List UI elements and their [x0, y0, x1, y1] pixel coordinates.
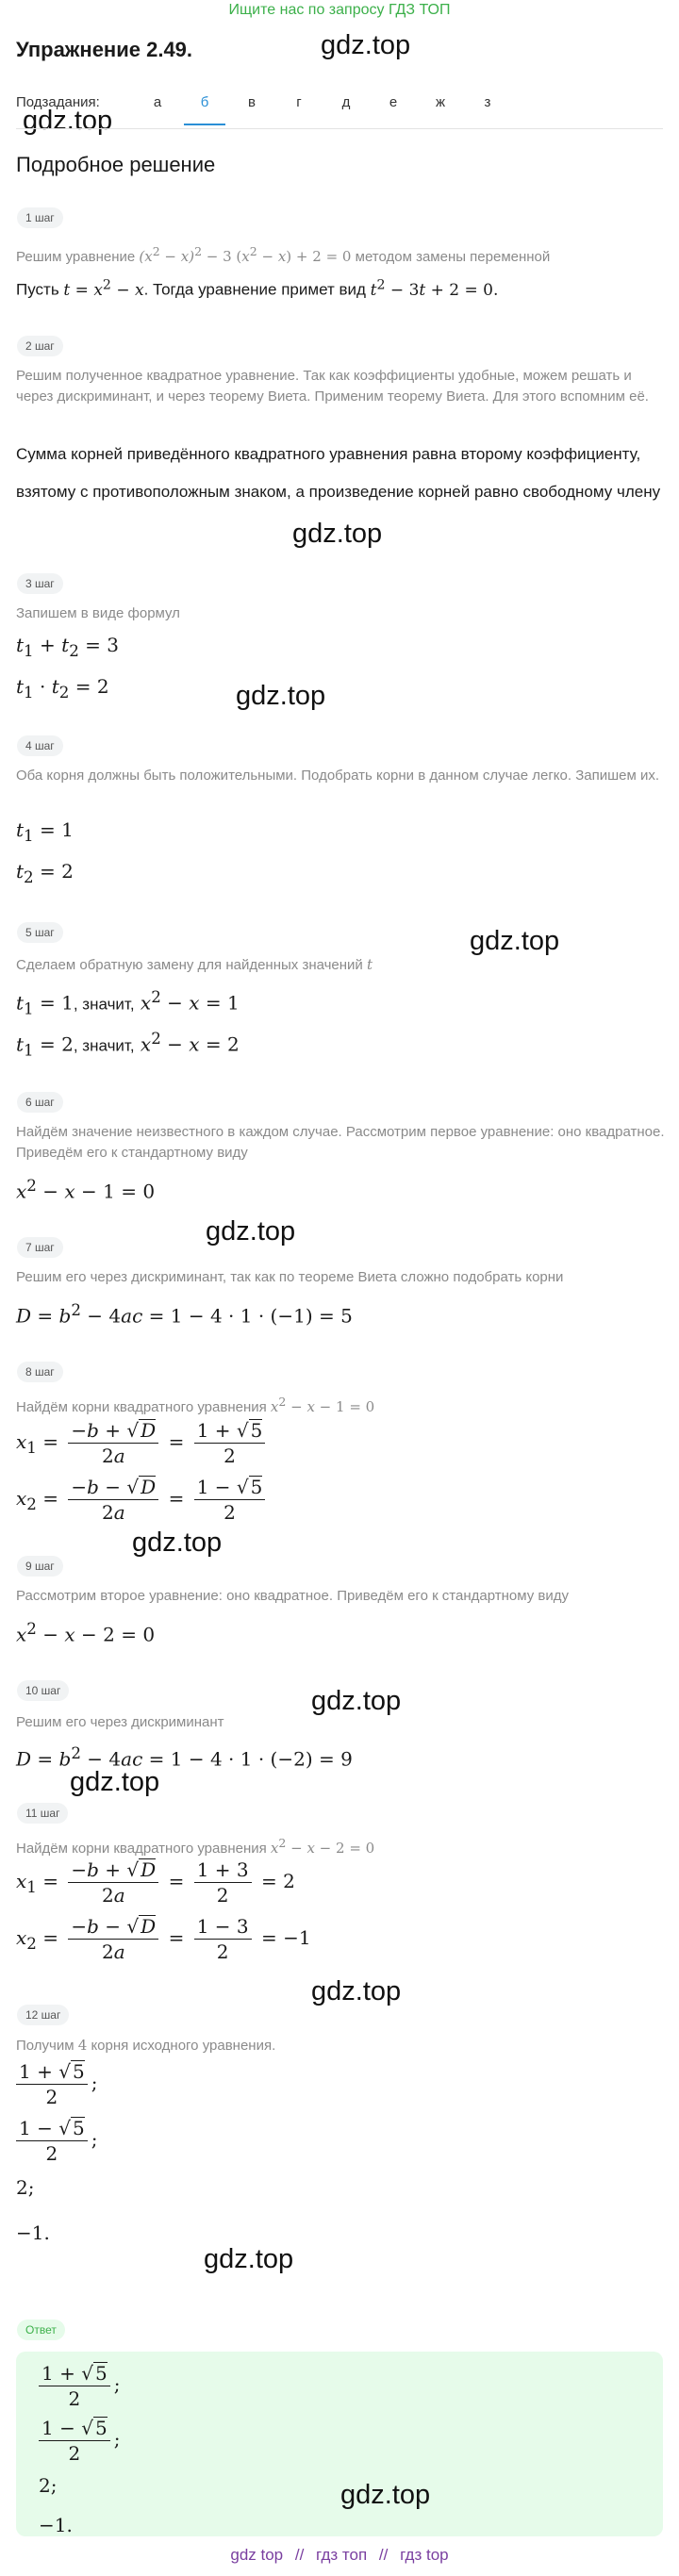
section-title: Подробное решение [16, 153, 216, 176]
root-value: 2; [16, 2176, 35, 2199]
formula: $t_1 = 1$ [16, 818, 74, 845]
footer-link[interactable]: gdz top [230, 2546, 284, 2564]
watermark: gdz.top [206, 1216, 296, 1247]
root-value: $\frac{1 + √ 5}{2}$ ; [16, 2059, 97, 2109]
step-text: Пусть $t = x^2 - x$. Тогда уравнение примет вид $t^2 - 3t + 2 = 0$. [16, 277, 499, 300]
formula: $t_1 \cdot t_2 = 2$ [16, 675, 109, 702]
tab-subtask-v[interactable]: в [248, 94, 256, 110]
step-text: Решим полученное квадратное уравнение. Так как коэффициенты удобные, можем решать и через дискриминант, и через теорему Виета. Применим теорему Виета. Для этого вспомним её. [16, 368, 649, 405]
answer-root: $\frac{1 + √ 5}{2}$ ; [39, 2361, 120, 2411]
step-badge: 12 шаг [17, 2005, 69, 2025]
formula: $x_2$ = $\frac{-b - √ D}{2a}$ = $\frac{1 - √ 5}{2}$ [16, 1475, 269, 1525]
watermark: gdz.top [321, 30, 411, 60]
footer-links [0, 2546, 679, 2565]
page-title: Упражнение 2.49. [16, 38, 193, 61]
footer-link[interactable]: гдз top [400, 2546, 449, 2564]
watermark: gdz.top [70, 1767, 160, 1797]
step-text: Запишем в виде формул [16, 605, 180, 621]
formula: $t_1 = 2$, значит, $x^2 - x = 2$ [16, 1030, 240, 1060]
step-badge: 7 шаг [17, 1237, 63, 1258]
subtasks-label: Подзадания: [16, 94, 100, 110]
footer-link[interactable]: гдз топ [316, 2546, 368, 2564]
watermark: gdz.top [340, 2480, 431, 2510]
formula: $t_2 = 2$ [16, 860, 74, 886]
answer-badge: Ответ [17, 2320, 65, 2340]
step-badge: 1 шаг [17, 207, 63, 228]
formula: $x^2 - x - 2 = 0$ [16, 1620, 156, 1646]
watermark: gdz.top [292, 519, 383, 549]
answer-box [16, 2352, 663, 2536]
formula: $D = b^2 - 4ac = 1 - 4 \cdot 1 \cdot (-1) = 5$ [16, 1301, 353, 1328]
formula: $x_1$ = $\frac{-b + √ D}{2a}$ = $\frac{1 + √ 5}{2}$ [16, 1418, 269, 1468]
step-badge: 9 шаг [17, 1556, 63, 1577]
tab-subtask-b[interactable]: б [195, 94, 214, 110]
root-value: $\frac{1 - √ 5}{2}$ ; [16, 2116, 97, 2166]
step-badge: 11 шаг [17, 1803, 68, 1824]
step-text: Решим уравнение $(x^2 - x)^2 - 3$ $(x^2 - x) + 2 = 0$ методом замены переменной [16, 244, 551, 265]
step-badge: 10 шаг [17, 1680, 69, 1701]
answer-root: −1. [39, 2514, 73, 2536]
promo-banner[interactable]: Ищите нас по запросу ГДЗ ТОП [228, 2, 451, 18]
watermark: gdz.top [311, 1976, 402, 2006]
step-badge: 4 шаг [17, 735, 63, 756]
watermark: gdz.top [470, 926, 560, 956]
root-value: −1. [16, 2221, 50, 2244]
step-badge: 8 шаг [17, 1362, 63, 1382]
watermark: gdz.top [132, 1527, 223, 1558]
footer-separator: // [294, 2546, 305, 2564]
step-badge: 3 шаг [17, 573, 63, 594]
step-text: Найдём корни квадратного уравнения $x^2 - x - 1 = 0$ [16, 1395, 375, 1415]
tab-subtask-d[interactable]: д [341, 94, 351, 110]
footer-separator: // [378, 2546, 389, 2564]
watermark: gdz.top [204, 2244, 294, 2274]
tab-subtask-e[interactable]: е [389, 94, 398, 110]
tab-subtask-g[interactable]: г [296, 94, 302, 110]
subtask-tabs [16, 91, 663, 129]
answer-root: 2; [39, 2474, 58, 2497]
watermark: gdz.top [23, 106, 113, 136]
theorem-text: Сумма корней приведённого квадратного уравнения равна второму коэффициенту, взятому с противоположным знаком, а произведение корней равно свободному члену [16, 445, 661, 501]
tab-subtask-a[interactable]: а [153, 94, 162, 110]
step-text: Получим 4 корня исходного уравнения. [16, 2037, 276, 2054]
watermark: gdz.top [236, 681, 326, 711]
step-badge: 6 шаг [17, 1092, 63, 1113]
watermark: gdz.top [311, 1686, 402, 1716]
step-text: Найдём значение неизвестного в каждом случае. Рассмотрим первое уравнение: оно квадратное. Приведём его к стандартному виду [16, 1124, 665, 1161]
step-text: Решим его через дискриминант, так как по теореме Виета сложно подобрать корни [16, 1269, 564, 1285]
tab-subtask-z[interactable]: з [484, 94, 491, 110]
tab-subtask-zh[interactable]: ж [435, 94, 446, 110]
formula: $t_1 + t_2 = 3$ [16, 634, 119, 660]
step-text: Решим его через дискриминант [16, 1714, 224, 1730]
formula: $t_1 = 1$, значит, $x^2 - x = 1$ [16, 988, 240, 1018]
step-text: Оба корня должны быть положительными. Подобрать корни в данном случае легко. Запишем их. [16, 768, 660, 784]
step-badge: 5 шаг [17, 922, 63, 943]
step-badge: 2 шаг [17, 336, 63, 356]
formula: $x^2 - x - 1 = 0$ [16, 1177, 156, 1203]
step-text: Рассмотрим второе уравнение: оно квадратное. Приведём его к стандартному виду [16, 1588, 569, 1604]
answer-root: $\frac{1 - √ 5}{2}$ ; [39, 2416, 120, 2466]
step-text: Найдём корни квадратного уравнения $x^2 - x - 2 = 0$ [16, 1836, 375, 1857]
formula: $D = b^2 - 4ac = 1 - 4 \cdot 1 \cdot (-2) = 9$ [16, 1744, 353, 1771]
step-text: Сделаем обратную замену для найденных значений t [16, 956, 373, 973]
formula: $x_1$ = $\frac{-b + √ D}{2a}$ = $\frac{1 + 3}{2}$ = 2 [16, 1858, 295, 1907]
formula: $x_2$ = $\frac{-b - √ D}{2a}$ = $\frac{1 - 3}{2}$ = −1 [16, 1915, 311, 1963]
